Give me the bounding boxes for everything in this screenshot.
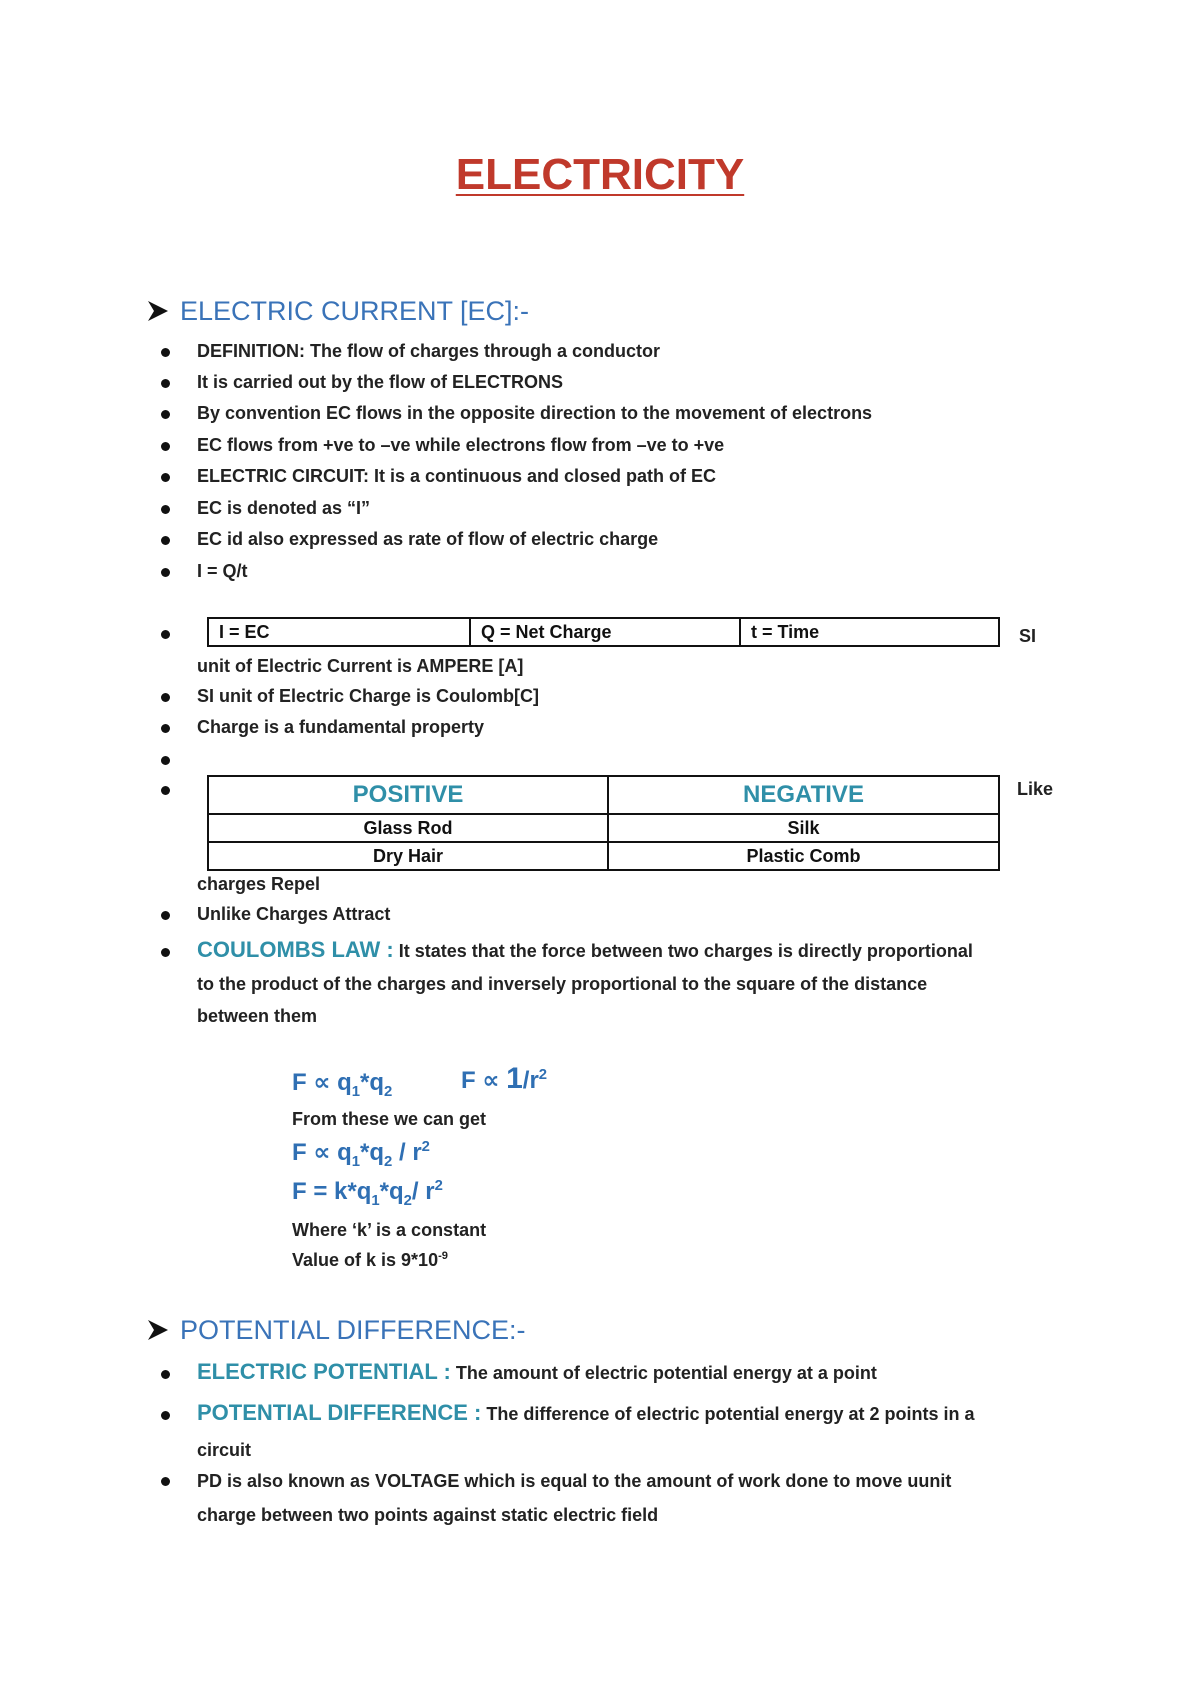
bullet-dot bbox=[161, 724, 170, 733]
list-item: DEFINITION: The flow of charges through a conductor bbox=[197, 341, 660, 361]
list-item: SI unit of Electric Charge is Coulomb[C] bbox=[197, 686, 540, 706]
value-k-exponent: -9 bbox=[438, 1250, 449, 1262]
coulombs-law-text: It states that the force between two charges is directly proportional bbox=[398, 941, 973, 961]
table-header: NEGATIVE bbox=[608, 776, 999, 814]
list-item bbox=[197, 1359, 877, 1385]
value-k-base: Value of k is 9*10 bbox=[292, 1250, 439, 1270]
bullet-dot bbox=[161, 786, 170, 795]
bullet-dot bbox=[161, 348, 170, 357]
si-word: SI bbox=[1019, 626, 1037, 646]
bullet-dot bbox=[161, 1370, 170, 1379]
bullet-dot bbox=[161, 442, 170, 451]
section-heading-potential-difference bbox=[146, 1315, 526, 1346]
list-item: EC flows from +ve to –ve while electrons flow from –ve to +ve bbox=[197, 435, 725, 455]
list-item: I = Q/t bbox=[197, 561, 248, 581]
table-cell: Plastic Comb bbox=[608, 842, 999, 870]
from-these-text: From these we can get bbox=[292, 1109, 487, 1129]
bullet-dot bbox=[161, 410, 170, 419]
where-k-text: Where ‘k’ is a constant bbox=[292, 1220, 487, 1240]
item-label: ELECTRIC POTENTIAL : bbox=[197, 1359, 451, 1384]
section-heading-text: POTENTIAL DIFFERENCE:- bbox=[180, 1315, 526, 1345]
list-item bbox=[197, 1400, 975, 1426]
bullet-dot bbox=[161, 693, 170, 702]
list-item: EC id also expressed as rate of flow of electric charge bbox=[197, 529, 659, 549]
table-row bbox=[208, 814, 999, 842]
bullet-dot bbox=[161, 948, 170, 957]
item-text: The amount of electric potential energy at a point bbox=[455, 1363, 877, 1383]
list-item: It is carried out by the flow of ELECTRONS bbox=[197, 372, 564, 392]
bullet-dot bbox=[161, 630, 170, 639]
table-cell: I = EC bbox=[208, 618, 470, 646]
list-item-continuation: charge between two points against static electric field bbox=[197, 1505, 659, 1525]
table-cell: Q = Net Charge bbox=[470, 618, 740, 646]
table-cell: Glass Rod bbox=[208, 814, 608, 842]
charges-table bbox=[207, 775, 1000, 871]
item-label: POTENTIAL DIFFERENCE : bbox=[197, 1400, 482, 1425]
list-item: EC is denoted as “I” bbox=[197, 498, 371, 518]
list-item: Unlike Charges Attract bbox=[197, 904, 391, 924]
list-item: Charge is a fundamental property bbox=[197, 717, 485, 737]
page-title: ELECTRICITY bbox=[455, 150, 745, 199]
bullet-dot bbox=[161, 505, 170, 514]
arrow-bullet-icon bbox=[146, 299, 170, 323]
list-item-continuation: to the product of the charges and inversely proportional to the square of the distance bbox=[197, 974, 928, 994]
formula-2: $F \propto 1/r^2$ bbox=[461, 1062, 548, 1095]
list-item: By convention EC flows in the opposite direction to the movement of electrons bbox=[197, 403, 873, 423]
table-header: POSITIVE bbox=[208, 776, 608, 814]
list-item-continuation: unit of Electric Current is AMPERE [A] bbox=[197, 656, 524, 676]
list-item: PD is also known as VOLTAGE which is equal to the amount of work done to move uunit bbox=[197, 1471, 952, 1491]
symbols-table bbox=[207, 617, 1000, 647]
formula-4: $F = k*q_1*q_2/$ $r^2$ bbox=[292, 1178, 443, 1209]
bullet-dot bbox=[161, 379, 170, 388]
section-heading-electric-current bbox=[146, 296, 529, 327]
table-cell: Silk bbox=[608, 814, 999, 842]
table-row bbox=[208, 842, 999, 870]
bullet-dot bbox=[161, 756, 170, 765]
section-heading-text: ELECTRIC CURRENT [EC]:- bbox=[180, 296, 530, 326]
bullet-dot bbox=[161, 1411, 170, 1420]
table-cell: Dry Hair bbox=[208, 842, 608, 870]
bullet-dot bbox=[161, 1477, 170, 1486]
item-text: The difference of electric potential energy at 2 points in a bbox=[486, 1404, 975, 1424]
table-cell: t = Time bbox=[740, 618, 999, 646]
bullet-dot bbox=[161, 536, 170, 545]
table-row bbox=[208, 618, 999, 646]
bullet-dot bbox=[161, 473, 170, 482]
list-item-continuation: circuit bbox=[197, 1440, 252, 1460]
like-word: Like bbox=[1017, 779, 1054, 799]
table-header-row bbox=[208, 776, 999, 814]
list-item-continuation: charges Repel bbox=[197, 874, 321, 894]
formula-1: $F \propto q_1*q_2$ bbox=[292, 1069, 393, 1100]
formula-3: $F \propto q_1*q_2 / r^2$ bbox=[292, 1139, 430, 1170]
list-item-continuation: between them bbox=[197, 1006, 318, 1026]
coulombs-law-item bbox=[197, 937, 973, 963]
coulombs-law-label: COULOMBS LAW : bbox=[197, 937, 394, 962]
value-k-text bbox=[292, 1250, 448, 1271]
list-item: ELECTRIC CIRCUIT: It is a continuous and closed path of EC bbox=[197, 466, 717, 486]
arrow-bullet-icon bbox=[146, 1318, 170, 1342]
bullet-dot bbox=[161, 568, 170, 577]
bullet-dot bbox=[161, 911, 170, 920]
